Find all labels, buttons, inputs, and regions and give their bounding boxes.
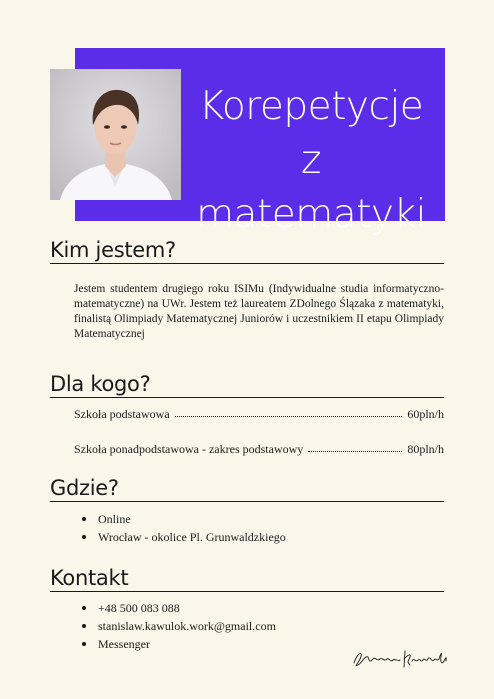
dotted-leader — [175, 416, 403, 417]
email-link[interactable]: stanislaw.kawulok.work@gmail.com — [98, 619, 276, 633]
price-value: 60pln/h — [407, 406, 444, 421]
section-title-about: Kim jestem? — [50, 238, 444, 264]
bullet-icon — [82, 517, 86, 521]
list-item-text: Wrocław - okolice Pl. Grunwaldzkiego — [98, 530, 286, 544]
title-line-1: Korepetycje z — [198, 84, 424, 183]
location-list — [82, 510, 286, 546]
list-item — [82, 599, 276, 617]
bullet-icon — [82, 642, 86, 646]
list-item — [82, 510, 286, 528]
price-label: Szkoła podstawowa — [74, 406, 170, 421]
list-item — [82, 528, 286, 546]
phone-number[interactable]: +48 500 083 088 — [98, 601, 180, 615]
price-row-primary — [74, 406, 444, 422]
profile-photo — [50, 69, 181, 200]
section-title-audience: Dla kogo? — [50, 372, 444, 398]
list-item — [82, 617, 276, 635]
section-title-contact: Kontakt — [50, 566, 444, 592]
handwritten-signature-icon — [350, 643, 450, 673]
contact-list — [82, 599, 276, 653]
price-value: 80pln/h — [407, 441, 444, 456]
bullet-icon — [82, 535, 86, 539]
list-item — [82, 635, 276, 653]
messenger-link[interactable]: Messenger — [98, 637, 150, 651]
list-item-text: Online — [98, 512, 131, 526]
about-text: Jestem studentem drugiego roku ISIMu (Indywidualne studia informatyczno-matematyczne) na UWr. Jestem też laureatem ZDolnego Ślązaka z matematyki, finalistą Olimpiady Matematycznej Juniorów i uczestnikiem II etapu Olimpiady Matematycznej — [74, 283, 444, 340]
section-title-location: Gdzie? — [50, 476, 444, 502]
page-title — [186, 80, 436, 242]
title-line-2: matematyki — [196, 192, 426, 237]
price-row-secondary — [74, 441, 444, 457]
bullet-icon — [82, 624, 86, 628]
bullet-icon — [82, 606, 86, 610]
dotted-leader — [308, 451, 402, 452]
person-portrait-icon — [50, 69, 181, 200]
price-label: Szkoła ponadpodstawowa - zakres podstawowy — [74, 441, 304, 456]
